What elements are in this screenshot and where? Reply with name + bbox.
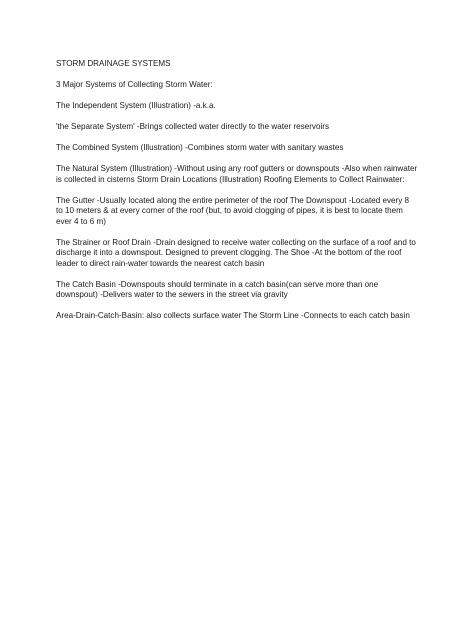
paragraph-area-drain: Area-Drain-Catch-Basin: also collects surface water The Storm Line -Connects to each catch basin [56, 311, 410, 320]
paragraph-catch-basin: The Catch Basin -Downspouts should terminate in a catch basin(can serve more than one downspout) -Delivers water to the sewers in the street via gravity [56, 279, 379, 299]
paragraph-separate-system: 'the Separate System' -Brings collected water directly to the water reservoirs [56, 122, 329, 131]
paragraph-strainer-shoe: The Strainer or Roof Drain -Drain designed to receive water collecting on the surface of a roof and to discharge it into a downspout. Designed to prevent clogging. The Shoe -At the bottom of the roof leader to direct rain-water towards the nearest catch basin [56, 237, 416, 268]
paragraph-gutter-downspout: The Gutter -Usually located along the entire perimeter of the roof The Downspout -Located every 8 to 10 meters & at every corner of the roof (but, to avoid clogging of pipes, it is best to locate them ever 4 to 6 m) [56, 195, 410, 226]
paragraph-combined-system: The Combined System (Illustration) -Combines storm water with sanitary wastes [56, 143, 344, 152]
document-title: STORM DRAINAGE SYSTEMS [56, 59, 171, 68]
paragraph-independent-system: The Independent System (Illustration) -a.k.a. [56, 101, 216, 110]
paragraph-major-systems: 3 Major Systems of Collecting Storm Water: [56, 80, 213, 89]
paragraph-natural-system: The Natural System (Illustration) -Without using any roof gutters or downspouts -Also when rainwater is collected in cisterns Storm Drain Locations (Illustration) Roofing Elements to Collect Rainwater: [56, 164, 418, 184]
document-body [56, 59, 418, 332]
